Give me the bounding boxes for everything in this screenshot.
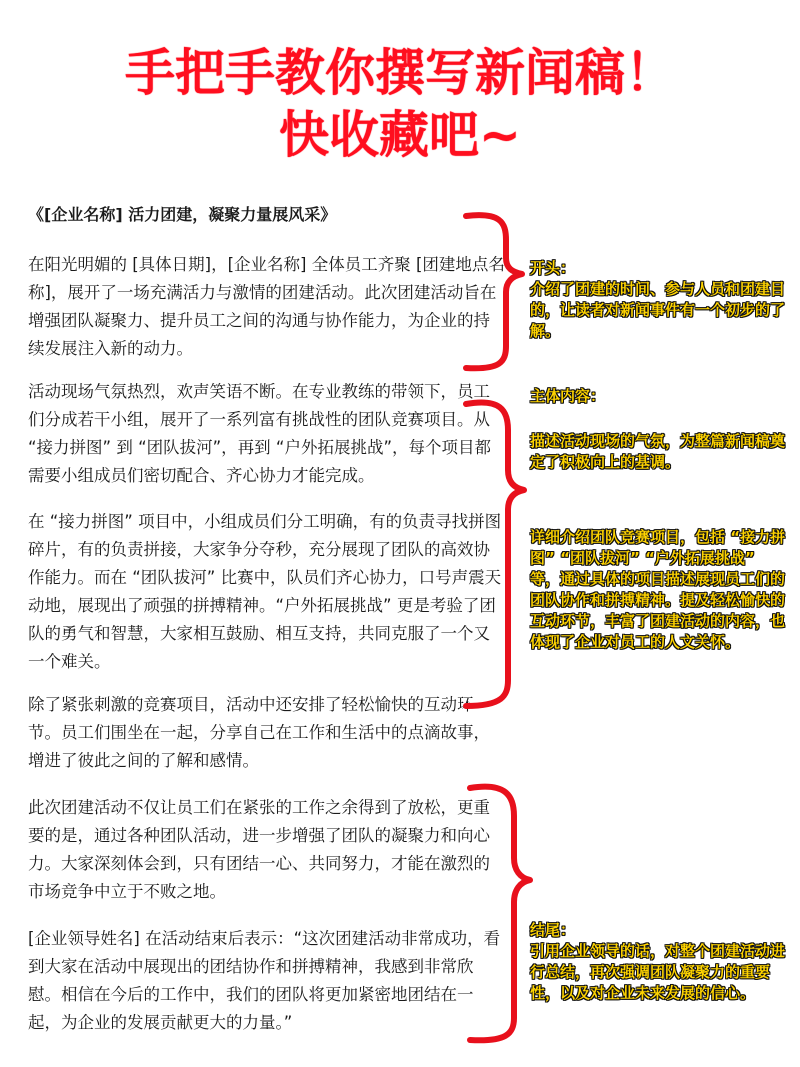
article-paragraph-atmosphere: 活动现场气氛热烈，欢声笑语不断。在专业教练的带领下，员工们分成若干小组，展开了一系列富有挑战性的团队竞赛项目。从 “接力拼图” 到 “团队拔河”，再到 “户外拓展挑战”，每个项目都需要小组成员们密切配合、齐心协力才能完成。 bbox=[28, 382, 492, 485]
article-paragraph-summary: 此次团建活动不仅让员工们在紧张的工作之余得到了放松，更重要的是，通过各种团队活动，进一步增强了团队的凝聚力和向心力。大家深刻体会到，只有团结一心、共同努力，才能在激烈的市场竞争中立于不败之地。 bbox=[28, 798, 490, 901]
annotation-ending-text: 引用企业领导的话，对整个团建活动进行总结，再次强调团队凝聚力的重要性，以及对企业未来发展的信心。 bbox=[530, 942, 786, 1002]
article-paragraph-competition: 在 “接力拼图” 项目中，小组成员们分工明确，有的负责寻找拼图碎片，有的负责拼接，大家争分夺秒，充分展现了团队的高效协作能力。而在 “团队拔河” 比赛中，队员们齐心协力，口号声震天动地，展现出了顽强的拼搏精神。“户外拓展挑战” 更是考验了团队的勇气和智慧，大家相互鼓励、相互支持，共同克服了一个又一个难关。 bbox=[28, 512, 502, 671]
article-paragraph-interaction: 除了紧张刺激的竞赛项目，活动中还安排了轻松愉快的互动环节。员工们围坐在一起，分享自己在工作和生活中的点滴故事，增进了彼此之间的了解和感情。 bbox=[28, 695, 490, 770]
page-title-line-2: 快收藏吧~ bbox=[279, 106, 521, 164]
annotation-opening-text: 介绍了团建的时间、参与人员和团建目的，让读者对新闻事件有一个初步的了解。 bbox=[530, 280, 786, 340]
annotation-body-details: 详细介绍团队竞赛项目，包括 “接力拼图” “团队拔河” “户外拓展挑战” 等，通过具体的项目描述展现员工们的团队协作和拼搏精神。提及轻松愉快的互动环节，丰富了团建活动的内容，也体现了企业对员工的人文关怀。 bbox=[530, 528, 786, 651]
page-title-line-1: 手把手教你撰写新闻稿！ bbox=[125, 44, 675, 102]
annotation-ending-heading: 结尾： bbox=[530, 921, 576, 939]
article-paragraph-intro: 在阳光明媚的 [具体日期]，[企业名称] 全体员工齐聚 [团建地点名称]，展开了一场充满活力与激情的团建活动。此次团建活动旨在增强团队凝聚力、提升员工之间的沟通与协作能力，为企业的持续发展注入新的动力。 bbox=[28, 255, 505, 358]
annotation-opening-heading: 开头： bbox=[530, 259, 576, 277]
brace-body bbox=[466, 402, 524, 706]
brace-opening bbox=[466, 215, 522, 368]
annotation-body-atmosphere: 描述活动现场的气氛，为整篇新闻稿奠定了积极向上的基调。 bbox=[530, 432, 786, 471]
annotation-body-heading: 主体内容： bbox=[530, 387, 606, 405]
article-paragraph-quote: [企业领导姓名] 在活动结束后表示：“这次团建活动非常成功，看到大家在活动中展现出的团结协作和拼搏精神，我感到非常欣慰。相信在今后的工作中，我们的团队将更加紧密地团结在一起，为企业的发展贡献更大的力量。” bbox=[28, 929, 501, 1032]
article-headline: 《[企业名称] 活力团建，凝聚力量展风采》 bbox=[28, 205, 337, 224]
brace-ending bbox=[470, 787, 530, 1041]
